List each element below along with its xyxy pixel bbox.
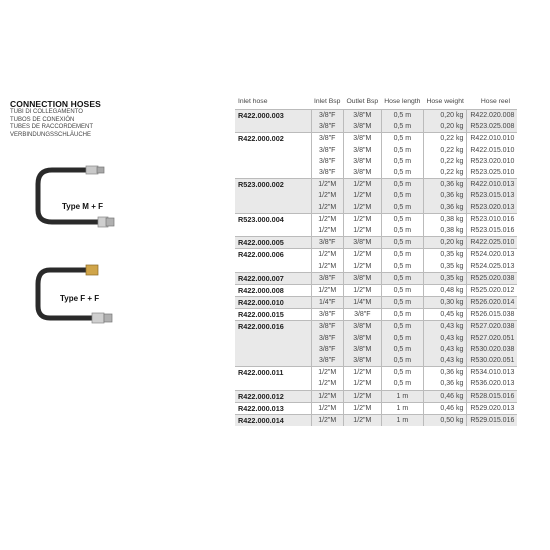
hose-length-cell: 0,5 m — [381, 179, 423, 191]
inlet-hose-cell — [235, 378, 311, 390]
subtitle-de: VERBINDUNGSSCHLÄUCHE — [10, 131, 92, 138]
outlet-bsp-cell: 3/8"M — [343, 167, 381, 179]
outlet-bsp-cell: 1/4"M — [343, 297, 381, 309]
hose-weight-cell: 0,22 kg — [423, 145, 466, 156]
subtitle-fr: TUBES DE RACCORDEMENT — [10, 124, 94, 130]
table-row — [235, 367, 517, 379]
hose-weight-cell: 0,43 kg — [423, 321, 466, 333]
table-row — [235, 272, 517, 284]
hose-length-cell: 0,5 m — [381, 213, 423, 225]
table-row — [235, 133, 517, 145]
outlet-bsp-cell: 1/2"M — [343, 378, 381, 390]
inlet-bsp-cell: 1/2"M — [311, 414, 343, 426]
outlet-bsp-cell: 3/8"M — [343, 344, 381, 355]
hose-weight-cell: 0,43 kg — [423, 333, 466, 344]
hose-weight-cell: 0,43 kg — [423, 344, 466, 355]
hose-weight-cell: 0,48 kg — [423, 284, 466, 296]
inlet-hose-cell: R422.000.015 — [235, 309, 311, 321]
hose-weight-cell: 0,36 kg — [423, 378, 466, 390]
hose-weight-cell: 0,46 kg — [423, 390, 466, 402]
table-row — [235, 390, 517, 402]
hose-weight-cell: 0,38 kg — [423, 225, 466, 237]
inlet-hose-cell: R422.000.003 — [235, 110, 311, 122]
hose-weight-cell: 0,50 kg — [423, 414, 466, 426]
hose-reel-cell: R530.020.051 — [467, 355, 517, 367]
inlet-bsp-cell: 3/8"F — [311, 167, 343, 179]
hose-weight-cell: 0,36 kg — [423, 190, 466, 201]
inlet-bsp-cell: 3/8"F — [311, 237, 343, 249]
table-row — [235, 355, 517, 367]
table-header-row — [235, 98, 517, 110]
inlet-bsp-cell: 1/2"M — [311, 202, 343, 214]
inlet-bsp-cell: 1/2"M — [311, 190, 343, 201]
inlet-hose-cell: R422.000.008 — [235, 284, 311, 296]
hose-weight-cell: 0,36 kg — [423, 202, 466, 214]
hose-weight-cell: 0,20 kg — [423, 121, 466, 133]
hose-reel-cell: R523.020.010 — [467, 156, 517, 167]
inlet-hose-cell: R422.000.011 — [235, 367, 311, 379]
col-inlet-bsp: Inlet Bsp — [311, 98, 343, 110]
hose-reel-cell: R422.020.008 — [467, 110, 517, 122]
outlet-bsp-cell: 3/8"M — [343, 145, 381, 156]
outlet-bsp-cell: 1/2"M — [343, 202, 381, 214]
outlet-bsp-cell: 1/2"M — [343, 367, 381, 379]
inlet-hose-cell — [235, 225, 311, 237]
hose-weight-cell: 0,20 kg — [423, 110, 466, 122]
hose-weight-cell: 0,36 kg — [423, 367, 466, 379]
hose-reel-cell: R529.020.013 — [467, 402, 517, 414]
type-mf-label: Type M + F — [62, 202, 103, 211]
inlet-hose-cell — [235, 145, 311, 156]
hose-length-cell: 0,5 m — [381, 237, 423, 249]
hose-weight-cell: 0,20 kg — [423, 237, 466, 249]
hose-length-cell: 0,5 m — [381, 121, 423, 133]
inlet-bsp-cell: 1/2"M — [311, 402, 343, 414]
inlet-bsp-cell: 3/8"F — [311, 309, 343, 321]
hose-reel-cell: R526.020.014 — [467, 297, 517, 309]
inlet-hose-cell — [235, 333, 311, 344]
outlet-bsp-cell: 3/8"F — [343, 309, 381, 321]
inlet-bsp-cell: 1/2"M — [311, 367, 343, 379]
outlet-bsp-cell: 3/8"M — [343, 121, 381, 133]
hose-reel-cell: R527.020.038 — [467, 321, 517, 333]
hose-weight-cell: 0,35 kg — [423, 272, 466, 284]
col-hose-weight: Hose weight — [423, 98, 466, 110]
heading-block — [10, 99, 225, 139]
outlet-bsp-cell: 1/2"M — [343, 249, 381, 261]
hose-length-cell: 0,5 m — [381, 145, 423, 156]
hose-reel-cell: R523.010.016 — [467, 213, 517, 225]
table-row — [235, 333, 517, 344]
inlet-bsp-cell: 1/2"M — [311, 213, 343, 225]
outlet-bsp-cell: 1/2"M — [343, 225, 381, 237]
hose-length-cell: 1 m — [381, 390, 423, 402]
hose-length-cell: 0,5 m — [381, 333, 423, 344]
hose-reel-cell: R523.025.010 — [467, 167, 517, 179]
hose-reel-cell: R524.025.013 — [467, 260, 517, 272]
table-row — [235, 309, 517, 321]
hose-reel-cell: R422.010.010 — [467, 133, 517, 145]
inlet-bsp-cell: 3/8"F — [311, 344, 343, 355]
inlet-bsp-cell: 1/2"M — [311, 378, 343, 390]
table-row — [235, 121, 517, 133]
inlet-bsp-cell: 1/2"M — [311, 390, 343, 402]
table-row — [235, 414, 517, 426]
hose-weight-cell: 0,45 kg — [423, 309, 466, 321]
hose-weight-cell: 0,22 kg — [423, 156, 466, 167]
hose-reel-cell: R523.015.016 — [467, 225, 517, 237]
col-hose-length: Hose length — [381, 98, 423, 110]
hose-reel-cell: R523.015.013 — [467, 190, 517, 201]
outlet-bsp-cell: 3/8"M — [343, 321, 381, 333]
inlet-hose-cell — [235, 202, 311, 214]
hose-reel-cell: R422.010.013 — [467, 179, 517, 191]
table-row — [235, 297, 517, 309]
table-row — [235, 237, 517, 249]
outlet-bsp-cell: 1/2"M — [343, 414, 381, 426]
table-row — [235, 213, 517, 225]
table-row — [235, 402, 517, 414]
subtitle-it: TUBI DI COLLEGAMENTO — [10, 109, 83, 115]
hose-weight-cell: 0,35 kg — [423, 249, 466, 261]
table-row — [235, 321, 517, 333]
table-row — [235, 167, 517, 179]
inlet-bsp-cell: 1/2"M — [311, 225, 343, 237]
hose-weight-cell: 0,35 kg — [423, 260, 466, 272]
inlet-bsp-cell: 1/4"F — [311, 297, 343, 309]
hose-length-cell: 0,5 m — [381, 190, 423, 201]
hose-reel-cell: R422.015.010 — [467, 145, 517, 156]
table-row — [235, 378, 517, 390]
hose-length-cell: 0,5 m — [381, 378, 423, 390]
hose-reel-cell: R525.020.012 — [467, 284, 517, 296]
hose-length-cell: 0,5 m — [381, 297, 423, 309]
inlet-bsp-cell: 3/8"F — [311, 133, 343, 145]
inlet-hose-cell: R422.000.012 — [235, 390, 311, 402]
hose-length-cell: 0,5 m — [381, 367, 423, 379]
hose-reel-cell: R536.020.013 — [467, 378, 517, 390]
subtitle-es: TUBOS DE CONEXIÓN — [10, 116, 75, 123]
inlet-bsp-cell: 3/8"F — [311, 333, 343, 344]
outlet-bsp-cell: 1/2"M — [343, 179, 381, 191]
inlet-bsp-cell: 1/2"M — [311, 179, 343, 191]
outlet-bsp-cell: 3/8"M — [343, 272, 381, 284]
hose-reel-cell: R523.025.008 — [467, 121, 517, 133]
hose-length-cell: 0,5 m — [381, 355, 423, 367]
hose-length-cell: 0,5 m — [381, 202, 423, 214]
table-row — [235, 145, 517, 156]
outlet-bsp-cell: 3/8"M — [343, 110, 381, 122]
hose-weight-cell: 0,22 kg — [423, 133, 466, 145]
table-row — [235, 344, 517, 355]
outlet-bsp-cell: 1/2"M — [343, 213, 381, 225]
inlet-hose-cell — [235, 344, 311, 355]
outlet-bsp-cell: 3/8"M — [343, 156, 381, 167]
inlet-bsp-cell: 1/2"M — [311, 249, 343, 261]
hose-length-cell: 0,5 m — [381, 167, 423, 179]
hose-length-cell: 0,5 m — [381, 110, 423, 122]
outlet-bsp-cell: 3/8"M — [343, 333, 381, 344]
type-ff-label: Type F + F — [60, 294, 100, 303]
hose-weight-cell: 0,36 kg — [423, 179, 466, 191]
table-row — [235, 260, 517, 272]
table-row — [235, 202, 517, 214]
outlet-bsp-cell: 3/8"M — [343, 133, 381, 145]
hose-reel-cell: R529.015.016 — [467, 414, 517, 426]
inlet-bsp-cell: 3/8"F — [311, 145, 343, 156]
inlet-bsp-cell: 1/2"M — [311, 284, 343, 296]
hose-length-cell: 0,5 m — [381, 321, 423, 333]
hose-length-cell: 1 m — [381, 402, 423, 414]
inlet-bsp-cell: 3/8"F — [311, 110, 343, 122]
outlet-bsp-cell: 1/2"M — [343, 390, 381, 402]
inlet-hose-cell: R422.000.013 — [235, 402, 311, 414]
col-inlet-hose: Inlet hose — [235, 98, 311, 110]
page-title: CONNECTION HOSES — [10, 99, 101, 109]
outlet-bsp-cell: 1/2"M — [343, 402, 381, 414]
col-outlet-bsp: Outlet Bsp — [343, 98, 381, 110]
inlet-hose-cell — [235, 167, 311, 179]
hose-length-cell: 0,5 m — [381, 260, 423, 272]
inlet-hose-cell: R422.000.014 — [235, 414, 311, 426]
hose-length-cell: 0,5 m — [381, 249, 423, 261]
hose-weight-cell: 0,22 kg — [423, 167, 466, 179]
hose-reel-cell: R534.010.013 — [467, 367, 517, 379]
inlet-hose-cell: R422.000.010 — [235, 297, 311, 309]
hose-weight-cell: 0,46 kg — [423, 402, 466, 414]
hose-weight-cell: 0,30 kg — [423, 297, 466, 309]
hose-reel-cell: R422.025.010 — [467, 237, 517, 249]
inlet-bsp-cell: 3/8"F — [311, 156, 343, 167]
inlet-hose-cell: R422.000.007 — [235, 272, 311, 284]
inlet-hose-cell — [235, 121, 311, 133]
table-row — [235, 249, 517, 261]
hose-length-cell: 0,5 m — [381, 225, 423, 237]
hose-length-cell: 0,5 m — [381, 344, 423, 355]
inlet-bsp-cell: 3/8"F — [311, 272, 343, 284]
inlet-hose-cell — [235, 156, 311, 167]
hose-weight-cell: 0,43 kg — [423, 355, 466, 367]
inlet-hose-cell: R422.000.002 — [235, 133, 311, 145]
inlet-hose-cell: R523.000.004 — [235, 213, 311, 225]
inlet-bsp-cell: 3/8"F — [311, 121, 343, 133]
hose-weight-cell: 0,38 kg — [423, 213, 466, 225]
table-row — [235, 179, 517, 191]
inlet-bsp-cell: 3/8"F — [311, 355, 343, 367]
outlet-bsp-cell: 3/8"M — [343, 355, 381, 367]
hose-length-cell: 0,5 m — [381, 272, 423, 284]
inlet-hose-cell: R422.000.006 — [235, 249, 311, 261]
connection-hoses-table — [235, 98, 517, 426]
hose-reel-cell: R528.015.016 — [467, 390, 517, 402]
hose-length-cell: 0,5 m — [381, 156, 423, 167]
inlet-hose-cell — [235, 260, 311, 272]
table-row — [235, 190, 517, 201]
table-row — [235, 225, 517, 237]
inlet-hose-cell — [235, 355, 311, 367]
hose-reel-cell: R523.020.013 — [467, 202, 517, 214]
hose-reel-cell: R527.020.051 — [467, 333, 517, 344]
hose-reel-cell: R525.020.038 — [467, 272, 517, 284]
inlet-hose-cell: R422.000.005 — [235, 237, 311, 249]
inlet-bsp-cell: 3/8"F — [311, 321, 343, 333]
hose-length-cell: 0,5 m — [381, 309, 423, 321]
hose-reel-cell: R526.015.038 — [467, 309, 517, 321]
outlet-bsp-cell: 1/2"M — [343, 260, 381, 272]
col-hose-reel: Hose reel — [467, 98, 517, 110]
hose-length-cell: 0,5 m — [381, 133, 423, 145]
inlet-hose-cell: R523.000.002 — [235, 179, 311, 191]
inlet-hose-cell — [235, 190, 311, 201]
hose-reel-cell: R530.020.038 — [467, 344, 517, 355]
table-row — [235, 284, 517, 296]
hose-length-cell: 0,5 m — [381, 284, 423, 296]
hose-length-cell: 1 m — [381, 414, 423, 426]
inlet-bsp-cell: 1/2"M — [311, 260, 343, 272]
outlet-bsp-cell: 1/2"M — [343, 284, 381, 296]
hose-mf-illustration — [30, 162, 120, 230]
outlet-bsp-cell: 1/2"M — [343, 190, 381, 201]
table-row — [235, 110, 517, 122]
table-row — [235, 156, 517, 167]
hose-reel-cell: R524.020.013 — [467, 249, 517, 261]
outlet-bsp-cell: 3/8"M — [343, 237, 381, 249]
inlet-hose-cell: R422.000.016 — [235, 321, 311, 333]
